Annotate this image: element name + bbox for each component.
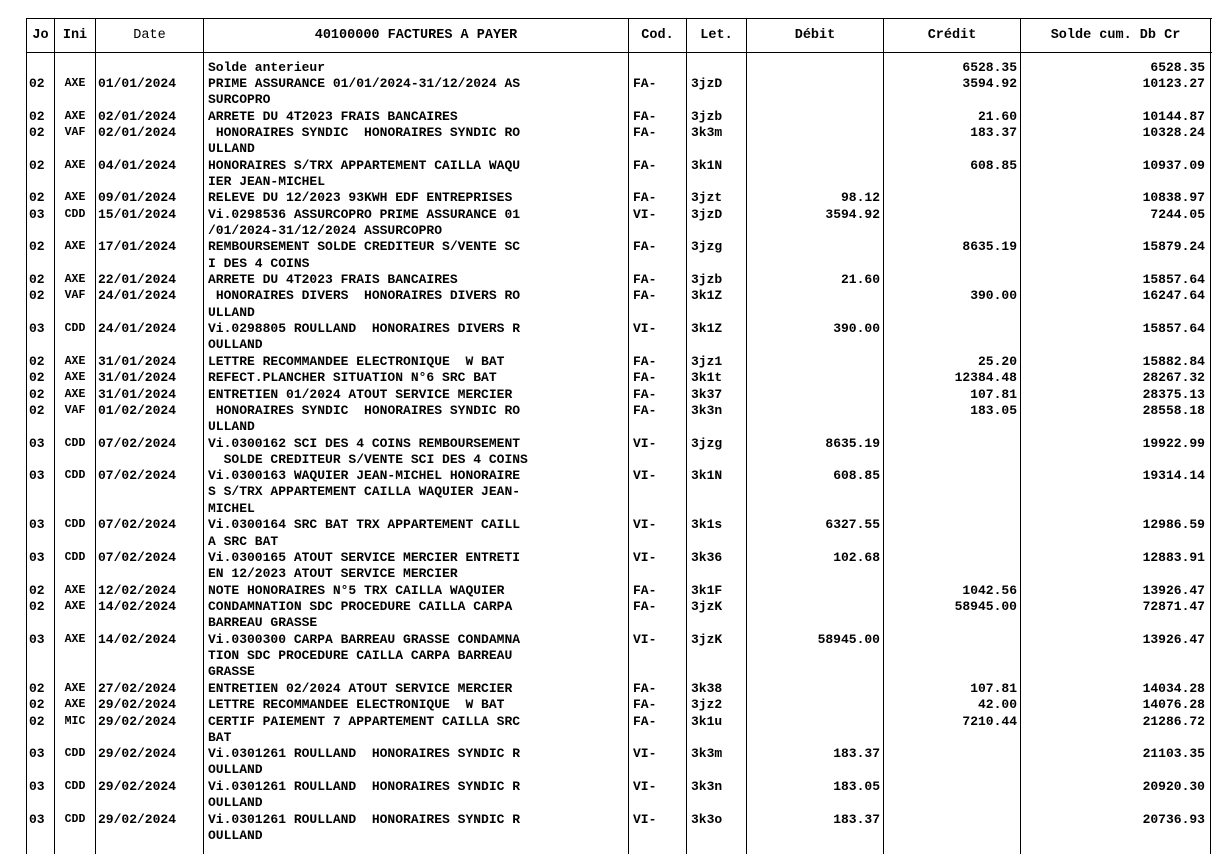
entry-lettrage: 3jzg [691, 435, 723, 451]
entry-lettrage: 3jzg [691, 239, 723, 255]
opening-balance-solde: 6528.35 [1150, 59, 1205, 75]
column-divider [26, 18, 27, 854]
entry-code: FA- [633, 272, 657, 288]
entry-credit: 8635.19 [962, 239, 1017, 255]
entry-lettrage: 3jz1 [691, 353, 723, 369]
entry-initials: AXE [64, 76, 86, 90]
entry-label: HONORAIRES S/TRX APPARTEMENT CAILLA WAQU IER JEAN-MICHEL [208, 157, 521, 189]
entry-initials: AXE [64, 371, 86, 385]
opening-balance-credit: 6528.35 [962, 59, 1017, 75]
entry-label: CERTIF PAIEMENT 7 APPARTEMENT CAILLA SRC BAT [208, 713, 521, 745]
entry-code: FA- [633, 402, 657, 418]
entry-journal: 02 [29, 157, 45, 173]
entry-label: Vi.0301261 ROULLAND HONORAIRES SYNDIC R OULLAND [208, 778, 521, 811]
entry-debit: 390.00 [833, 321, 880, 337]
entry-label: HONORAIRES SYNDIC HONORAIRES SYNDIC RO ULLAND [208, 402, 521, 435]
entry-initials: CDD [64, 207, 86, 221]
entry-solde: 10328.24 [1142, 124, 1205, 140]
entry-journal: 03 [29, 550, 45, 565]
entry-journal: 03 [29, 746, 45, 762]
entry-code: FA- [633, 157, 657, 173]
entry-lettrage: 3k38 [691, 680, 723, 696]
entry-code: FA- [633, 239, 657, 255]
entry-initials: CDD [64, 469, 86, 483]
entry-lettrage: 3jzb [691, 108, 723, 124]
entry-label: Vi.0300165 ATOUT SERVICE MERCIER ENTRETI EN 12/2023 ATOUT SERVICE MERCIER [208, 550, 521, 582]
entry-solde: 20920.30 [1142, 778, 1205, 794]
entry-date: 02/01/2024 [98, 108, 177, 124]
entry-credit: 21.60 [977, 108, 1017, 124]
column-divider [746, 18, 747, 854]
entry-label: Vi.0298536 ASSURCOPRO PRIME ASSURANCE 01 /01/2024-31/12/2024 ASSURCOPRO [208, 206, 521, 238]
header-cod: Cod. [641, 27, 674, 43]
entry-lettrage: 3k36 [691, 550, 723, 565]
entry-solde: 28267.32 [1142, 370, 1205, 386]
header-debit: Débit [794, 27, 836, 43]
header-let: Let. [700, 27, 733, 43]
entry-date: 29/02/2024 [98, 778, 177, 794]
entry-label: ARRETE DU 4T2023 FRAIS BANCAIRES [208, 108, 458, 124]
entry-initials: AXE [64, 273, 86, 287]
entry-solde: 28558.18 [1142, 402, 1205, 418]
entry-solde: 16247.64 [1142, 288, 1205, 304]
entry-journal: 02 [29, 713, 45, 729]
entry-date: 29/02/2024 [98, 713, 177, 729]
entry-journal: 02 [29, 75, 45, 91]
entry-date: 14/02/2024 [98, 599, 177, 615]
column-divider [1020, 18, 1021, 854]
entry-debit: 183.05 [833, 778, 880, 794]
entry-journal: 02 [29, 370, 45, 386]
entry-credit: 107.81 [970, 680, 1017, 696]
entry-initials: AXE [64, 698, 86, 712]
entry-journal: 02 [29, 353, 45, 369]
entry-date: 01/02/2024 [98, 402, 177, 418]
header-jo: Jo [32, 27, 49, 43]
entry-initials: AXE [64, 600, 86, 614]
entry-code: VI- [633, 517, 657, 533]
entry-journal: 02 [29, 239, 45, 255]
header-credit: Crédit [927, 27, 977, 43]
entry-label: Vi.0300164 SRC BAT TRX APPARTEMENT CAILL A SRC BAT [208, 517, 521, 549]
entry-initials: CDD [64, 551, 86, 564]
entry-initials: VAF [64, 289, 86, 303]
entry-initials: AXE [64, 191, 86, 205]
entry-initials: CDD [64, 747, 86, 761]
entry-code: VI- [633, 435, 657, 451]
entry-solde: 10937.09 [1142, 157, 1205, 173]
entry-journal: 02 [29, 288, 45, 304]
entry-date: 15/01/2024 [98, 206, 177, 222]
entry-code: VI- [633, 550, 657, 565]
entry-code: VI- [633, 778, 657, 794]
entry-label: REMBOURSEMENT SOLDE CREDITEUR S/VENTE SC I DES 4 COINS [208, 239, 521, 271]
entry-initials: CDD [64, 322, 86, 336]
entry-solde: 15857.64 [1142, 272, 1205, 288]
entry-label: ENTRETIEN 01/2024 ATOUT SERVICE MERCIER [208, 386, 513, 402]
entry-journal: 02 [29, 272, 45, 288]
entry-lettrage: 3k3n [691, 778, 723, 794]
entry-lettrage: 3k1Z [691, 288, 723, 304]
entry-label: CONDAMNATION SDC PROCEDURE CAILLA CARPA BARREAU GRASSE [208, 599, 513, 631]
entry-initials: MIC [64, 714, 86, 728]
entry-date: 01/01/2024 [98, 75, 177, 91]
entry-journal: 03 [29, 468, 45, 484]
entry-label: LETTRE RECOMMANDEE ELECTRONIQUE W BAT [208, 353, 505, 369]
entry-code: FA- [633, 353, 657, 369]
entry-date: 29/02/2024 [98, 697, 177, 713]
entry-label: Vi.0301261 ROULLAND HONORAIRES SYNDIC R OULLAND [208, 746, 521, 778]
entry-code: VI- [633, 631, 657, 647]
entry-solde: 20736.93 [1142, 811, 1205, 827]
entry-date: 31/01/2024 [98, 353, 177, 369]
entry-initials: CDD [64, 436, 86, 450]
header-ini: Ini [62, 27, 88, 43]
entry-solde: 10123.27 [1142, 75, 1205, 91]
entry-journal: 02 [29, 697, 45, 713]
entry-label: Vi.0298805 ROULLAND HONORAIRES DIVERS R OULLAND [208, 321, 521, 353]
entry-code: VI- [633, 206, 657, 222]
entry-initials: AXE [64, 681, 86, 695]
column-divider [95, 18, 96, 854]
entry-journal: 02 [29, 680, 45, 696]
entry-date: 22/01/2024 [98, 272, 177, 288]
entry-credit: 107.81 [970, 386, 1017, 402]
entry-solde: 21103.35 [1142, 746, 1205, 762]
entry-label: NOTE HONORAIRES N°5 TRX CAILLA WAQUIER [208, 582, 505, 598]
entry-journal: 03 [29, 206, 45, 222]
entry-initials: CDD [64, 812, 86, 826]
entry-lettrage: 3k1t [691, 370, 723, 386]
entry-journal: 02 [29, 599, 45, 615]
entry-date: 17/01/2024 [98, 239, 177, 255]
entry-journal: 03 [29, 517, 45, 533]
entry-solde: 19314.14 [1142, 468, 1205, 484]
entry-journal: 03 [29, 811, 45, 827]
entry-date: 24/01/2024 [98, 321, 177, 337]
entry-initials: VAF [64, 403, 86, 417]
entry-label: Vi.0301261 ROULLAND HONORAIRES SYNDIC R OULLAND [208, 811, 521, 843]
entry-code: VI- [633, 321, 657, 337]
entry-solde: 15879.24 [1142, 239, 1205, 255]
entry-solde: 21286.72 [1142, 713, 1205, 729]
entry-journal: 03 [29, 321, 45, 337]
entry-debit: 183.37 [833, 746, 880, 762]
entry-code: FA- [633, 599, 657, 615]
entry-lettrage: 3jzD [691, 75, 723, 91]
column-divider [203, 18, 204, 854]
entry-solde: 10144.87 [1142, 108, 1205, 124]
entry-credit: 390.00 [970, 288, 1017, 304]
entry-date: 07/02/2024 [98, 435, 177, 451]
entry-code: FA- [633, 288, 657, 304]
entry-label: ARRETE DU 4T2023 FRAIS BANCAIRES [208, 272, 458, 288]
entry-date: 12/02/2024 [98, 582, 177, 598]
entry-debit: 58945.00 [817, 631, 880, 647]
entry-label: Vi.0300162 SCI DES 4 COINS REMBOURSEMENT SOLDE CREDITEUR S/VENTE SCI DES 4 COINS [208, 435, 528, 467]
entry-solde: 72871.47 [1142, 599, 1205, 615]
entry-lettrage: 3jzt [691, 190, 723, 206]
entry-debit: 608.85 [833, 468, 880, 484]
column-divider [54, 18, 55, 854]
entry-date: 24/01/2024 [98, 288, 177, 304]
entry-label: Vi.0300163 WAQUIER JEAN-MICHEL HONORAIRE S S/TRX APPARTEMENT CAILLA WAQUIER JEAN- MICHEL [208, 468, 521, 516]
entry-date: 04/01/2024 [98, 157, 177, 173]
entry-lettrage: 3k1N [691, 157, 723, 173]
entry-date: 07/02/2024 [98, 468, 177, 484]
entry-code: FA- [633, 190, 657, 206]
entry-label: LETTRE RECOMMANDEE ELECTRONIQUE W BAT [208, 697, 505, 713]
column-divider [1210, 18, 1211, 854]
column-divider [686, 18, 687, 854]
entry-initials: AXE [64, 354, 86, 368]
entry-journal: 02 [29, 124, 45, 140]
entry-lettrage: 3jzK [691, 599, 723, 615]
entry-code: FA- [633, 108, 657, 124]
entry-code: FA- [633, 386, 657, 402]
entry-solde: 12986.59 [1142, 517, 1205, 533]
entry-code: FA- [633, 680, 657, 696]
entry-label: REFECT.PLANCHER SITUATION N°6 SRC BAT [208, 370, 497, 386]
entry-code: FA- [633, 75, 657, 91]
entry-lettrage: 3k3o [691, 811, 723, 827]
entry-lettrage: 3k3n [691, 402, 723, 418]
entry-lettrage: 3k1N [691, 468, 723, 484]
entry-journal: 03 [29, 631, 45, 647]
entry-credit: 12384.48 [954, 370, 1017, 386]
entry-label: ENTRETIEN 02/2024 ATOUT SERVICE MERCIER [208, 680, 513, 696]
entry-journal: 03 [29, 435, 45, 451]
entry-initials: AXE [64, 583, 86, 597]
entry-journal: 03 [29, 778, 45, 794]
entry-solde: 12883.91 [1142, 550, 1205, 565]
entry-debit: 102.68 [833, 550, 880, 565]
entry-date: 27/02/2024 [98, 680, 177, 696]
entry-solde: 14034.28 [1142, 680, 1205, 696]
entry-solde: 28375.13 [1142, 386, 1205, 402]
entry-code: FA- [633, 713, 657, 729]
entry-initials: AXE [64, 158, 86, 172]
entry-credit: 183.05 [970, 402, 1017, 418]
entry-journal: 02 [29, 582, 45, 598]
entry-initials: AXE [64, 109, 86, 123]
entry-solde: 13926.47 [1142, 582, 1205, 598]
entry-date: 31/01/2024 [98, 370, 177, 386]
entry-date: 29/02/2024 [98, 746, 177, 762]
entry-credit: 7210.44 [962, 713, 1017, 729]
header-date: Date [133, 27, 166, 43]
entry-solde: 19922.99 [1142, 435, 1205, 451]
entry-date: 09/01/2024 [98, 190, 177, 206]
entry-lettrage: 3k1s [691, 517, 723, 533]
entry-journal: 02 [29, 402, 45, 418]
entry-initials: CDD [64, 518, 86, 532]
entry-lettrage: 3k1F [691, 582, 723, 598]
entry-credit: 3594.92 [962, 75, 1017, 91]
entry-initials: VAF [64, 125, 86, 139]
entry-code: VI- [633, 811, 657, 827]
entry-solde: 15882.84 [1142, 353, 1205, 369]
entry-journal: 02 [29, 108, 45, 124]
entry-code: VI- [633, 468, 657, 484]
entry-debit: 183.37 [833, 811, 880, 827]
entry-solde: 14076.28 [1142, 697, 1205, 713]
entry-lettrage: 3jz2 [691, 697, 723, 713]
entry-code: VI- [633, 746, 657, 762]
entry-date: 14/02/2024 [98, 631, 177, 647]
entry-solde: 7244.05 [1150, 206, 1205, 222]
entry-label: PRIME ASSURANCE 01/01/2024-31/12/2024 AS SURCOPRO [208, 75, 521, 108]
entry-credit: 25.20 [977, 353, 1017, 369]
entry-date: 29/02/2024 [98, 811, 177, 827]
entry-debit: 6327.55 [825, 517, 880, 533]
entry-initials: CDD [64, 779, 86, 793]
entry-lettrage: 3jzK [691, 631, 723, 647]
header-account-title: 40100000 FACTURES A PAYER [314, 27, 518, 43]
entry-credit: 183.37 [970, 124, 1017, 140]
entry-date: 07/02/2024 [98, 517, 177, 533]
entry-credit: 1042.56 [962, 582, 1017, 598]
entry-debit: 3594.92 [825, 206, 880, 222]
entry-label: HONORAIRES SYNDIC HONORAIRES SYNDIC RO ULLAND [208, 124, 521, 157]
entry-debit: 8635.19 [825, 435, 880, 451]
entry-lettrage: 3k1Z [691, 321, 723, 337]
entry-lettrage: 3k3m [691, 124, 723, 140]
entry-code: FA- [633, 124, 657, 140]
entry-credit: 608.85 [970, 157, 1017, 173]
entry-initials: AXE [64, 632, 86, 646]
entry-date: 07/02/2024 [98, 550, 177, 565]
entry-solde: 13926.47 [1142, 631, 1205, 647]
entry-label: HONORAIRES DIVERS HONORAIRES DIVERS RO ULLAND [208, 288, 521, 320]
entry-credit: 42.00 [977, 697, 1017, 713]
entry-lettrage: 3jzD [691, 206, 723, 222]
entry-credit: 58945.00 [954, 599, 1017, 615]
entry-label: RELEVE DU 12/2023 93KWH EDF ENTREPRISES [208, 190, 513, 206]
entry-journal: 02 [29, 190, 45, 206]
entry-solde: 10838.97 [1142, 190, 1205, 206]
entry-code: FA- [633, 697, 657, 713]
column-divider [628, 18, 629, 854]
entry-code: FA- [633, 582, 657, 598]
column-divider [883, 18, 884, 854]
entry-date: 02/01/2024 [98, 124, 177, 140]
entry-date: 31/01/2024 [98, 386, 177, 402]
entry-code: FA- [633, 370, 657, 386]
entry-journal: 02 [29, 386, 45, 402]
entry-solde: 15857.64 [1142, 321, 1205, 337]
entry-initials: AXE [64, 387, 86, 401]
entry-debit: 21.60 [840, 272, 880, 288]
opening-balance-label: Solde anterieur [208, 59, 326, 75]
entry-debit: 98.12 [840, 190, 880, 206]
entry-lettrage: 3k3m [691, 746, 723, 762]
entry-lettrage: 3k1u [691, 713, 723, 729]
entry-initials: AXE [64, 240, 86, 254]
entry-label: Vi.0300300 CARPA BARREAU GRASSE CONDAMNA TION SDC PROCEDURE CAILLA CARPA BARREAU GRASSE [208, 631, 521, 680]
header-solde: Solde cum. Db Cr [1050, 27, 1181, 43]
entry-lettrage: 3k37 [691, 386, 723, 402]
entry-lettrage: 3jzb [691, 272, 723, 288]
